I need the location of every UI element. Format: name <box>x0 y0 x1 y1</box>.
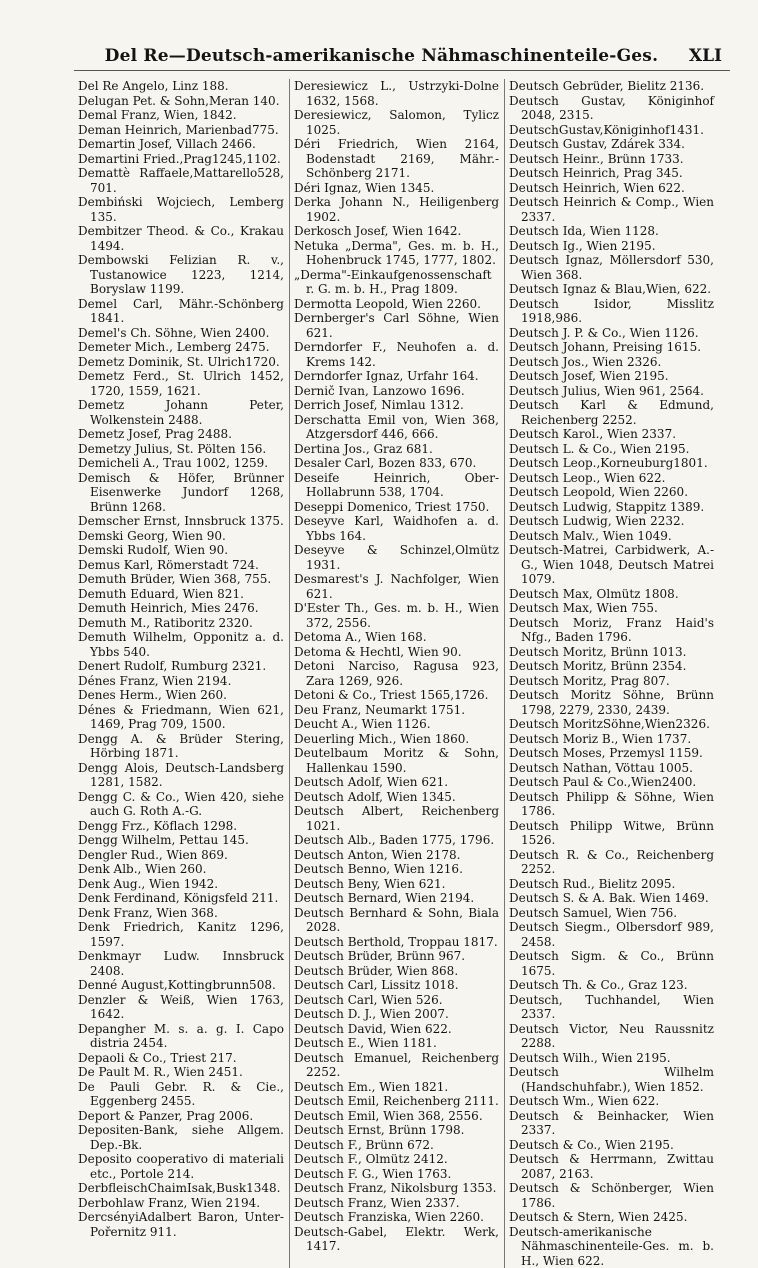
directory-entry: Deutsch S. & A. Bak. Wien 1469. <box>509 891 714 906</box>
directory-entry: Del Re Angelo, Linz 188. <box>78 79 284 94</box>
directory-entry: Deutsch Victor, Neu Raussnitz 2288. <box>509 1022 714 1051</box>
directory-entry: Deutsch Adolf, Wien 621. <box>294 775 499 790</box>
directory-entry: Demuth Heinrich, Mies 2476. <box>78 601 284 616</box>
directory-entry: DeutschGustav,Königinhof1431. <box>509 123 714 138</box>
directory-entry: Denzler & Weiß, Wien 1763, 1642. <box>78 993 284 1022</box>
directory-entry: Deutsch F. G., Wien 1763. <box>294 1167 499 1182</box>
directory-entry: Deutsch Heinr., Brünn 1733. <box>509 152 714 167</box>
directory-entry: Dengg A. & Brüder Stering, Hörbing 1871. <box>78 732 284 761</box>
directory-entry: Denk Friedrich, Kanitz 1296, 1597. <box>78 920 284 949</box>
directory-entry: De Pauli Gebr. R. & Cie., Eggenberg 2455. <box>78 1080 284 1109</box>
directory-entry: Demel's Ch. Söhne, Wien 2400. <box>78 326 284 341</box>
directory-entry: Detoni & Co., Triest 1565,1726. <box>294 688 499 703</box>
directory-entry: Deseyve Karl, Waidhofen a. d. Ybbs 164. <box>294 514 499 543</box>
directory-entry: Deseppi Domenico, Triest 1750. <box>294 500 499 515</box>
directory-entry: Deutsch Brüder, Brünn 967. <box>294 949 499 964</box>
directory-entry: Demus Karl, Römerstadt 724. <box>78 558 284 573</box>
directory-entry: Deutsch Josef, Wien 2195. <box>509 369 714 384</box>
directory-entry: Deutsch Nathan, Vöttau 1005. <box>509 761 714 776</box>
directory-entry: Demartin Josef, Villach 2466. <box>78 137 284 152</box>
directory-entry: Deutsch Emanuel, Reichenberg 2252. <box>294 1051 499 1080</box>
directory-entry: Delugan Pet. & Sohn,Meran 140. <box>78 94 284 109</box>
directory-entry: Deutsch Heinrich, Wien 622. <box>509 181 714 196</box>
directory-entry: Deutsch Wm., Wien 622. <box>509 1094 714 1109</box>
directory-entry: Demuth Eduard, Wien 821. <box>78 587 284 602</box>
directory-entry: Deutsch D. J., Wien 2007. <box>294 1007 499 1022</box>
directory-entry: Depaoli & Co., Triest 217. <box>78 1051 284 1066</box>
directory-entry: Denk Ferdinand, Königsfeld 211. <box>78 891 284 906</box>
directory-entry: Deutsch & Schönberger, Wien 1786. <box>509 1181 714 1210</box>
directory-entry: Deutsch L. & Co., Wien 2195. <box>509 442 714 457</box>
directory-entry: Deutsch Emil, Reichenberg 2111. <box>294 1094 499 1109</box>
directory-entry: Deutsch Leopold, Wien 2260. <box>509 485 714 500</box>
directory-entry: Deutsch & Beinhacker, Wien 2337. <box>509 1109 714 1138</box>
directory-entry: Demscher Ernst, Innsbruck 1375. <box>78 514 284 529</box>
directory-entry: Deutsch Karl & Edmund, Reichenberg 2252. <box>509 398 714 427</box>
directory-entry: DercsényiAdalbert Baron, Unter-Pořernitz 911. <box>78 1210 284 1239</box>
directory-entry: Desaler Carl, Bozen 833, 670. <box>294 456 499 471</box>
directory-entry: Derndorfer F., Neuhofen a. d. Krems 142. <box>294 340 499 369</box>
directory-entry: Deucht A., Wien 1126. <box>294 717 499 732</box>
directory-entry: Dengg Frz., Köflach 1298. <box>78 819 284 834</box>
directory-entry: Demski Rudolf, Wien 90. <box>78 543 284 558</box>
directory-entry: Netuka „Derma", Ges. m. b. H., Hohenbruck 1745, 1777, 1802. <box>294 239 499 268</box>
directory-entry: Deutsch Jos., Wien 2326. <box>509 355 714 370</box>
directory-entry: Deutelbaum Moritz & Sohn, Hallenkau 1590. <box>294 746 499 775</box>
directory-entry: Deutsch F., Olmütz 2412. <box>294 1152 499 1167</box>
directory-entry: Deutsch Bernhard & Sohn, Biala 2028. <box>294 906 499 935</box>
directory-entry: Deutsch Wilhelm (Handschuhfabr.), Wien 1852. <box>509 1065 714 1094</box>
directory-entry: Deutsch Albert, Reichenberg 1021. <box>294 804 499 833</box>
directory-entry: Deutsch Beny, Wien 621. <box>294 877 499 892</box>
directory-entry: Denes Herm., Wien 260. <box>78 688 284 703</box>
directory-entry: Dertina Jos., Graz 681. <box>294 442 499 457</box>
directory-entry: Déri Ignaz, Wien 1345. <box>294 181 499 196</box>
directory-entry: Deutsch MoritzSöhne,Wien2326. <box>509 717 714 732</box>
directory-entry: Denert Rudolf, Rumburg 2321. <box>78 659 284 674</box>
directory-entry: DerbfleischChaimIsak,Busk1348. <box>78 1181 284 1196</box>
column-right <box>504 79 719 1268</box>
directory-entry: Deutsch Rud., Bielitz 2095. <box>509 877 714 892</box>
directory-entry: Denk Alb., Wien 260. <box>78 862 284 877</box>
directory-entry: Detoni Narciso, Ragusa 923, Zara 1269, 926. <box>294 659 499 688</box>
running-title: Del Re—Deutsch-amerikanische Nähmaschinenteile-Ges. <box>74 46 689 66</box>
directory-entry: Deutsch Brüder, Wien 868. <box>294 964 499 979</box>
directory-entry: Demetz Ferd., St. Ulrich 1452, 1720, 1559, 1621. <box>78 369 284 398</box>
directory-entry: Dembitzer Theod. & Co., Krakau 1494. <box>78 224 284 253</box>
directory-entry: Demisch & Höfer, Brünner Eisenwerke Jundorf 1268, Brünn 1268. <box>78 471 284 515</box>
directory-entry: Demetzy Julius, St. Pölten 156. <box>78 442 284 457</box>
directory-entry: Deutsch J. P. & Co., Wien 1126. <box>509 326 714 341</box>
directory-entry: Deutsch Franz, Nikolsburg 1353. <box>294 1181 499 1196</box>
directory-entry: Detoma & Hechtl, Wien 90. <box>294 645 499 660</box>
directory-entry: Demetz Josef, Prag 2488. <box>78 427 284 442</box>
directory-entry: Deutsch Bernard, Wien 2194. <box>294 891 499 906</box>
directory-entry: Deutsch Gustav, Zdárek 334. <box>509 137 714 152</box>
directory-entry: Deutsch Alb., Baden 1775, 1796. <box>294 833 499 848</box>
directory-entry: Depangher M. s. a. g. I. Capo distria 2454. <box>78 1022 284 1051</box>
directory-entry: „Derma"-Einkaufgenossenschaft r. G. m. b. H., Prag 1809. <box>294 268 499 297</box>
directory-entry: Deutsch, Tuchhandel, Wien 2337. <box>509 993 714 1022</box>
directory-entry: Deman Heinrich, Marienbad775. <box>78 123 284 138</box>
directory-entry: Deutsch Julius, Wien 961, 2564. <box>509 384 714 399</box>
directory-entry: Dembiński Wojciech, Lemberg 135. <box>78 195 284 224</box>
directory-entry: Dénes Franz, Wien 2194. <box>78 674 284 689</box>
directory-entry: Deseyve & Schinzel,Olmütz 1931. <box>294 543 499 572</box>
directory-entry: Deutsch & Co., Wien 2195. <box>509 1138 714 1153</box>
directory-entry: Demattè Raffaele,Mattarello528, 701. <box>78 166 284 195</box>
directory-entry: Deutsch & Stern, Wien 2425. <box>509 1210 714 1225</box>
directory-entry: Dernič Ivan, Lanzowo 1696. <box>294 384 499 399</box>
directory-entry: Deutsch Th. & Co., Graz 123. <box>509 978 714 993</box>
directory-entry: Deutsch E., Wien 1181. <box>294 1036 499 1051</box>
directory-entry: Deutsch Ig., Wien 2195. <box>509 239 714 254</box>
directory-entry: Deu Franz, Neumarkt 1751. <box>294 703 499 718</box>
directory-entry: Deresiewicz L., Ustrzyki-Dolne 1632, 1568. <box>294 79 499 108</box>
directory-entry: Deutsch Paul & Co.,Wien2400. <box>509 775 714 790</box>
directory-entry: Denk Aug., Wien 1942. <box>78 877 284 892</box>
directory-entry: Demel Carl, Mähr.-Schönberg 1841. <box>78 297 284 326</box>
directory-entry: Deutsch Wilh., Wien 2195. <box>509 1051 714 1066</box>
directory-entry: Deutsch David, Wien 622. <box>294 1022 499 1037</box>
directory-entry: Deutsch Anton, Wien 2178. <box>294 848 499 863</box>
directory-entry: Dengg Alois, Deutsch-Landsberg 1281, 1582. <box>78 761 284 790</box>
directory-entry: Deutsch Ignaz, Möllersdorf 530, Wien 368. <box>509 253 714 282</box>
directory-entry: Derschatta Emil von, Wien 368, Atzgersdorf 446, 666. <box>294 413 499 442</box>
directory-entry: Dengg C. & Co., Wien 420, siehe auch G. Roth A.-G. <box>78 790 284 819</box>
directory-entry: Deutsch Max, Wien 755. <box>509 601 714 616</box>
directory-entry: Demeter Mich., Lemberg 2475. <box>78 340 284 355</box>
directory-entry: Deutsch Samuel, Wien 756. <box>509 906 714 921</box>
directory-entry: Deutsch Philipp Witwe, Brünn 1526. <box>509 819 714 848</box>
directory-entry: Dénes & Friedmann, Wien 621, 1469, Prag 709, 1500. <box>78 703 284 732</box>
directory-entry: Dermotta Leopold, Wien 2260. <box>294 297 499 312</box>
directory-entry: Deseife Heinrich, Ober-Hollabrunn 538, 1704. <box>294 471 499 500</box>
directory-entry: Deutsch Carl, Wien 526. <box>294 993 499 1008</box>
directory-entry: Derka Johann N., Heiligenberg 1902. <box>294 195 499 224</box>
directory-entry: Deutsch Leop., Wien 622. <box>509 471 714 486</box>
directory-entry: Deutsch Gebrüder, Bielitz 2136. <box>509 79 714 94</box>
directory-entry: Demuth Brüder, Wien 368, 755. <box>78 572 284 587</box>
directory-entry: Deutsch Leop.,Korneuburg1801. <box>509 456 714 471</box>
directory-entry: Desmarest's J. Nachfolger, Wien 621. <box>294 572 499 601</box>
directory-entry: Demski Georg, Wien 90. <box>78 529 284 544</box>
page-number: XLI <box>689 46 730 66</box>
directory-entry: Deutsch R. & Co., Reichenberg 2252. <box>509 848 714 877</box>
directory-entry: Depositen-Bank, siehe Allgem. Dep.-Bk. <box>78 1123 284 1152</box>
directory-entry: Deutsch Moritz, Brünn 2354. <box>509 659 714 674</box>
directory-entry: Deutsch Ignaz & Blau,Wien, 622. <box>509 282 714 297</box>
directory-entry: Deutsch Franz, Wien 2337. <box>294 1196 499 1211</box>
directory-entry: Derkosch Josef, Wien 1642. <box>294 224 499 239</box>
directory-entry: Deutsch-amerikanische Nähmaschinenteile-Ges. m. b. H., Wien 622. <box>509 1225 714 1268</box>
directory-entry: Deutsch Ida, Wien 1128. <box>509 224 714 239</box>
directory-entry: Deutsch Moriz, Franz Haid's Nfg., Baden 1796. <box>509 616 714 645</box>
directory-entry: Deutsch Johann, Preising 1615. <box>509 340 714 355</box>
directory-entry: Denk Franz, Wien 368. <box>78 906 284 921</box>
directory-entry: Déri Friedrich, Wien 2164, Bodenstadt 2169, Mähr.-Schönberg 2171. <box>294 137 499 181</box>
directory-entry: Deutsch Carl, Lissitz 1018. <box>294 978 499 993</box>
directory-entry: Derndorfer Ignaz, Urfahr 164. <box>294 369 499 384</box>
directory-entry: Demicheli A., Trau 1002, 1259. <box>78 456 284 471</box>
directory-entry: Demuth Wilhelm, Opponitz a. d. Ybbs 540. <box>78 630 284 659</box>
directory-entry: Deutsch Ludwig, Stappitz 1389. <box>509 500 714 515</box>
directory-entry: Demal Franz, Wien, 1842. <box>78 108 284 123</box>
page-header <box>74 38 730 71</box>
directory-entry: Deresiewicz, Salomon, Tylicz 1025. <box>294 108 499 137</box>
directory-entry: Deutsch Gustav, Königinhof 2048, 2315. <box>509 94 714 123</box>
directory-entry: Derbohlaw Franz, Wien 2194. <box>78 1196 284 1211</box>
directory-entry: Deutsch Adolf, Wien 1345. <box>294 790 499 805</box>
directory-entry: Dengler Rud., Wien 869. <box>78 848 284 863</box>
directory-entry: Deutsch Sigm. & Co., Brünn 1675. <box>509 949 714 978</box>
directory-entry: Deutsch Malv., Wien 1049. <box>509 529 714 544</box>
directory-entry: Deposito cooperativo di materiali etc., Portole 214. <box>78 1152 284 1181</box>
directory-entry: Deutsch Moses, Przemysl 1159. <box>509 746 714 761</box>
entry-columns <box>74 79 730 1268</box>
directory-entry: Deutsch Heinrich & Comp., Wien 2337. <box>509 195 714 224</box>
column-middle <box>289 79 504 1268</box>
directory-entry: Deutsch Moriz B., Wien 1737. <box>509 732 714 747</box>
directory-entry: Deutsch Benno, Wien 1216. <box>294 862 499 877</box>
directory-entry: Deutsch-Matrei, Carbidwerk, A.-G., Wien 1048, Deutsch Matrei 1079. <box>509 543 714 587</box>
directory-entry: Dembowski Felizian R. v., Tustanowice 1223, 1214, Boryslaw 1199. <box>78 253 284 297</box>
directory-entry: Deutsch Karol., Wien 2337. <box>509 427 714 442</box>
directory-entry: Dengg Wilhelm, Pettau 145. <box>78 833 284 848</box>
directory-entry: Deutsch Moritz, Prag 807. <box>509 674 714 689</box>
directory-entry: Deutsch Emil, Wien 368, 2556. <box>294 1109 499 1124</box>
directory-entry: Deutsch Philipp & Söhne, Wien 1786. <box>509 790 714 819</box>
directory-entry: Deutsch Isidor, Misslitz 1918,986. <box>509 297 714 326</box>
directory-entry: Deuerling Mich., Wien 1860. <box>294 732 499 747</box>
directory-entry: Deutsch & Herrmann, Zwittau 2087, 2163. <box>509 1152 714 1181</box>
directory-entry: Demetz Johann Peter, Wolkenstein 2488. <box>78 398 284 427</box>
directory-entry: Deutsch-Gabel, Elektr. Werk, 1417. <box>294 1225 499 1254</box>
directory-entry: Demetz Dominik, St. Ulrich1720. <box>78 355 284 370</box>
directory-entry: Denné August,Kottingbrunn508. <box>78 978 284 993</box>
directory-entry: Deutsch Heinrich, Prag 345. <box>509 166 714 181</box>
directory-entry: Demartini Fried.,Prag1245,1102. <box>78 152 284 167</box>
directory-entry: Deport & Panzer, Prag 2006. <box>78 1109 284 1124</box>
directory-entry: De Pault M. R., Wien 2451. <box>78 1065 284 1080</box>
directory-entry: Deutsch Franziska, Wien 2260. <box>294 1210 499 1225</box>
directory-entry: Deutsch Max, Olmütz 1808. <box>509 587 714 602</box>
directory-entry: Deutsch F., Brünn 672. <box>294 1138 499 1153</box>
column-left <box>74 79 289 1268</box>
directory-entry: D'Ester Th., Ges. m. b. H., Wien 372, 2556. <box>294 601 499 630</box>
directory-entry: Demuth M., Ratiboritz 2320. <box>78 616 284 631</box>
directory-entry: Detoma A., Wien 168. <box>294 630 499 645</box>
directory-entry: Deutsch Ludwig, Wien 2232. <box>509 514 714 529</box>
directory-entry: Deutsch Moritz, Brünn 1013. <box>509 645 714 660</box>
directory-entry: Deutsch Berthold, Troppau 1817. <box>294 935 499 950</box>
directory-entry: Deutsch Ernst, Brünn 1798. <box>294 1123 499 1138</box>
directory-entry: Deutsch Em., Wien 1821. <box>294 1080 499 1095</box>
directory-entry: Derrich Josef, Nimlau 1312. <box>294 398 499 413</box>
directory-entry: Deutsch Siegm., Olbersdorf 989, 2458. <box>509 920 714 949</box>
directory-entry: Deutsch Moritz Söhne, Brünn 1798, 2279, 2330, 2439. <box>509 688 714 717</box>
directory-entry: Denkmayr Ludw. Innsbruck 2408. <box>78 949 284 978</box>
directory-entry: Dernberger's Carl Söhne, Wien 621. <box>294 311 499 340</box>
